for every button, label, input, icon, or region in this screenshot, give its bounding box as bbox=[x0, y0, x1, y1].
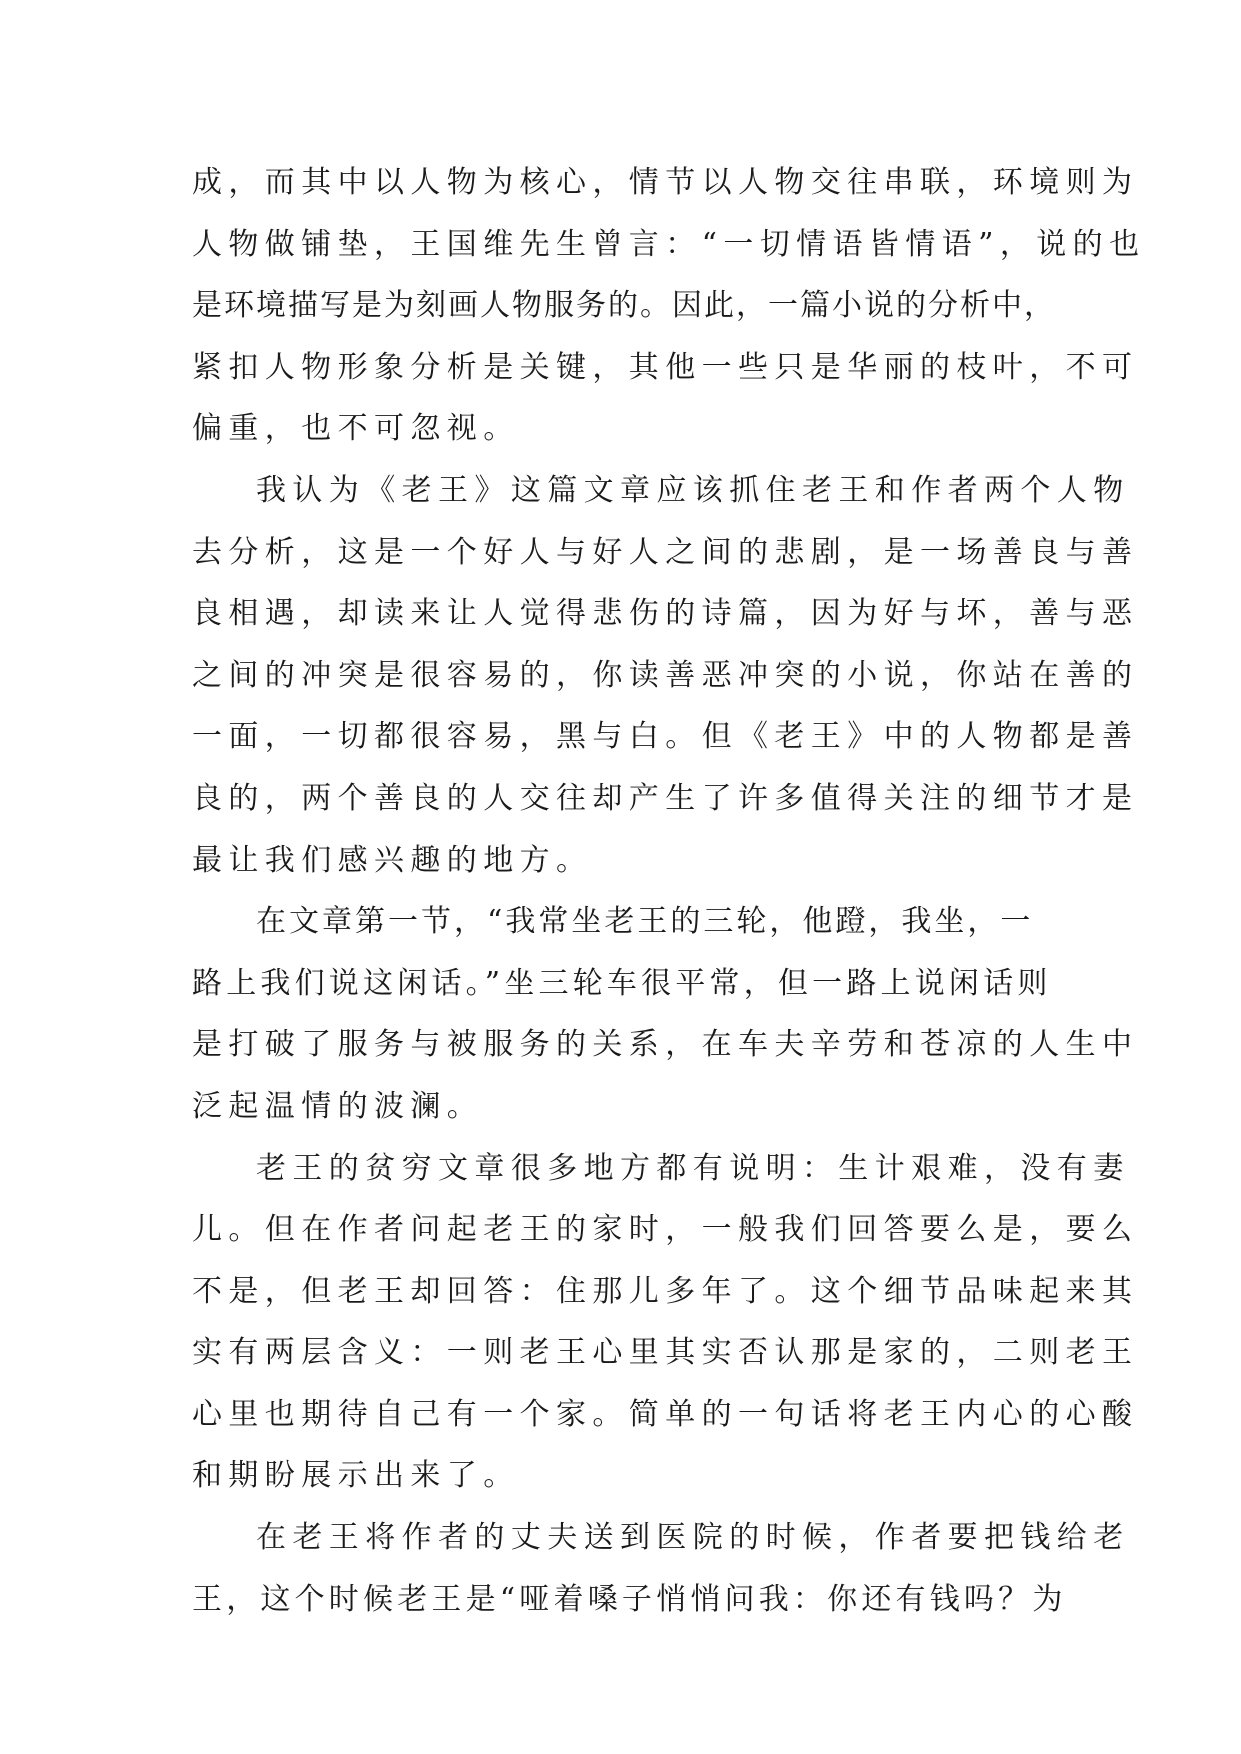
text-line: 王，这个时候老王是“哑着嗓子悄悄问我：你还有钱吗？为 bbox=[192, 1581, 1067, 1617]
text-line: 不是，但老王却回答：住那儿多年了。这个细节品味起来其 bbox=[192, 1273, 1139, 1309]
paragraph-5 bbox=[192, 1507, 1130, 1630]
text-line: 良的，两个善良的人交往却产生了许多值得关注的细节才是 bbox=[192, 780, 1139, 816]
paragraph-3 bbox=[192, 891, 1139, 1137]
document-body bbox=[192, 152, 1146, 1630]
text-line: 最让我们感兴趣的地方。 bbox=[192, 842, 593, 878]
text-line: 和期盼展示出来了。 bbox=[192, 1458, 520, 1494]
text-line: 之间的冲突是很容易的，你读善恶冲突的小说，你站在善的 bbox=[192, 657, 1139, 693]
text-line: 在老王将作者的丈夫送到医院的时候，作者要把钱给老 bbox=[256, 1520, 1130, 1556]
text-line: 泛起温情的波澜。 bbox=[192, 1088, 484, 1124]
text-line: 实有两层含义：一则老王心里其实否认那是家的，二则老王 bbox=[192, 1335, 1139, 1371]
paragraph-4 bbox=[192, 1138, 1139, 1508]
text-line: 一面，一切都很容易，黑与白。但《老王》中的人物都是善 bbox=[192, 719, 1139, 755]
text-line: 良相遇，却读来让人觉得悲伤的诗篇，因为好与坏，善与恶 bbox=[192, 596, 1139, 632]
text-line: 人物做铺垫，王国维先生曾言：“一切情语皆情语”，说的也 bbox=[192, 226, 1146, 262]
text-line: 老王的贫穷文章很多地方都有说明：生计艰难，没有妻 bbox=[256, 1150, 1130, 1186]
text-line: 紧扣人物形象分析是关键，其他一些只是华丽的枝叶，不可 bbox=[192, 349, 1139, 385]
paragraph-2 bbox=[192, 460, 1139, 891]
text-line: 在文章第一节，“我常坐老王的三轮，他蹬，我坐，一 bbox=[256, 904, 1034, 940]
text-line: 成，而其中以人物为核心，情节以人物交往串联，环境则为 bbox=[192, 165, 1139, 200]
text-line: 心里也期待自己有一个家。简单的一句话将老王内心的心酸 bbox=[192, 1396, 1139, 1432]
paragraph-1 bbox=[192, 152, 1146, 460]
text-line: 儿。但在作者问起老王的家时，一般我们回答要么是，要么 bbox=[192, 1212, 1139, 1248]
text-line: 偏重，也不可忽视。 bbox=[192, 411, 520, 447]
text-line: 我认为《老王》这篇文章应该抓住老王和作者两个人物 bbox=[256, 472, 1130, 508]
text-line: 是打破了服务与被服务的关系，在车夫辛劳和苍凉的人生中 bbox=[192, 1027, 1139, 1063]
text-line: 是环境描写是为刻画人物服务的。因此，一篇小说的分析中， bbox=[192, 288, 1056, 324]
text-line: 路上我们说这闲话。”坐三轮车很平常，但一路上说闲话则 bbox=[192, 965, 1052, 1001]
text-line: 去分析，这是一个好人与好人之间的悲剧，是一场善良与善 bbox=[192, 534, 1139, 570]
